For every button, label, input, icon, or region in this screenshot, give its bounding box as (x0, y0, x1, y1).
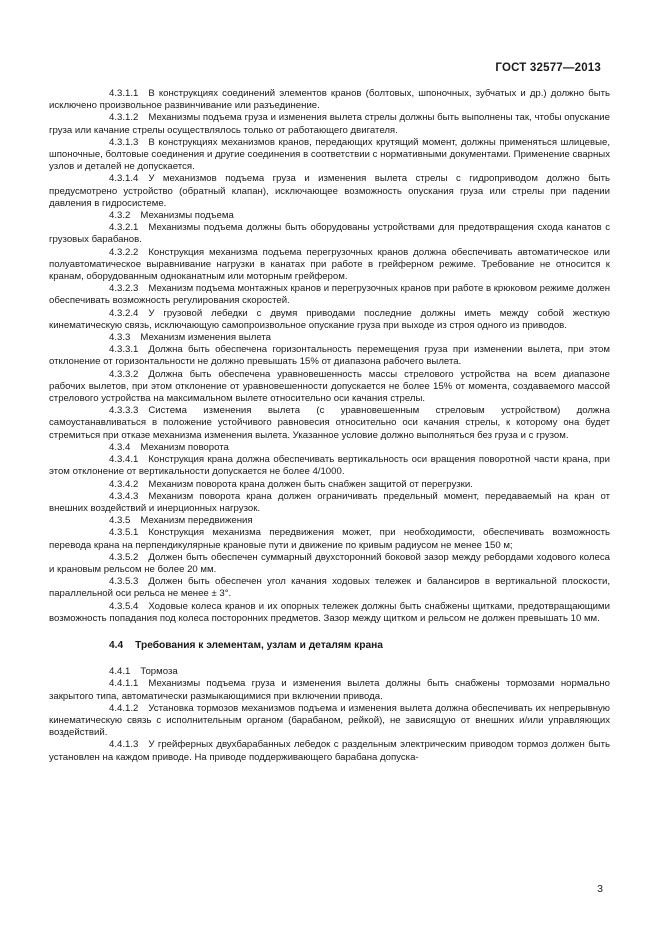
clause-paragraph (49, 454, 610, 478)
clause-paragraph (49, 405, 610, 442)
clause-text: Установка тормозов механизмов подъема и изменения вылета должна обеспечивать их непрерывную кинематическую связь с исполнительным органом (барабаном, рейкой), не зависящую от внешних и/или управляющих воздействий. (49, 702, 610, 739)
clause-paragraph (49, 678, 610, 702)
clause-number: 4.3.2 (109, 210, 131, 222)
clause-text: Механизм передвижения (140, 515, 253, 527)
clause-number: 4.3.2.1 (109, 222, 139, 234)
clause-number: 4.3.5.2 (109, 551, 139, 563)
clause-text: В конструкциях механизмов кранов, передающих крутящий момент, должны применяться шлицевые, шпоночные, болтовые соединения и другие соединения в соответствии с нормативными документами. Применение сварных узлов и деталей не допускается. (49, 136, 610, 173)
clause-text: Механизмы подъема (140, 210, 234, 222)
clause-paragraph (49, 369, 610, 406)
clause-text: Механизмы подъема груза и изменения вылета должны быть снабжены тормозами нормально закрытого типа, автоматически размыкающимися при включении привода. (49, 678, 610, 702)
clause-number: 4.3.4.3 (109, 490, 139, 502)
clause-paragraph (49, 601, 610, 625)
clause-number: 4.3.5.3 (109, 576, 139, 588)
clause-text: Конструкция механизма подъема перегрузочных кранов должна обеспечивать автоматическое или полуавтоматическое выравнивание нагрузки в канатах при работе в грейферном режиме. Требование не относится к кранам, оборудованным одноканатным или моторным грейфером. (49, 246, 610, 283)
document-code: ГОСТ 32577—2013 (495, 62, 601, 74)
subsection-heading (49, 210, 610, 222)
clause-paragraph (49, 344, 610, 368)
clause-paragraph (49, 222, 610, 246)
clause-paragraph (49, 283, 610, 307)
clause-text: Механизмы подъема груза и изменения вылета стрелы должны быть выполнены так, чтобы опускание груза или качание стрелы осуществлялось только от работающего двигателя. (49, 112, 610, 136)
clause-paragraph (49, 739, 610, 763)
clause-number: 4.3.1.3 (109, 136, 139, 148)
clause-text: В конструкциях соединений элементов кранов (болтовых, шпоночных, зубчатых и др.) должно быть исключено произвольное развинчивание или разъединение. (49, 88, 610, 112)
clause-text: Тормоза (140, 666, 178, 678)
clause-paragraph (49, 112, 610, 136)
clause-number: 4.3.2.4 (109, 307, 139, 319)
clause-text: У грузовой лебедки с двумя приводами последние должны иметь между собой жесткую кинематическую связь, исключающую самопроизвольное опускание груза при выходе из строя одного из приводов. (49, 307, 610, 331)
clause-text: Конструкция крана должна обеспечивать вертикальность оси вращения поворотной части крана, при этом отклонение от вертикальности допускается не более 4/1000. (49, 454, 610, 478)
clause-text: Должен быть обеспечен угол качания ходовых тележек и балансиров в вертикальной плоскости, параллельной оси рельса не менее ± 3°. (49, 576, 610, 600)
clause-text: Механизм поворота крана должен ограничивать предельный момент, передаваемый на кран от внешних воздействий и инерционных нагрузок. (49, 490, 610, 514)
clause-text: Механизм изменения вылета (140, 332, 271, 344)
clause-number: 4.3.3.1 (109, 344, 139, 356)
document-body (49, 88, 610, 764)
clause-number: 4.3.5 (109, 515, 131, 527)
clause-paragraph (49, 703, 610, 740)
section-heading (49, 640, 610, 652)
subsection-heading (49, 515, 610, 527)
clause-number: 4.3.2.3 (109, 283, 139, 295)
clause-number: 4.3.1.1 (109, 88, 139, 99)
clause-number: 4.4.1.1 (109, 678, 139, 690)
clause-number: 4.3.2.2 (109, 246, 139, 258)
clause-paragraph (49, 137, 610, 174)
clause-number: 4.4.1.3 (109, 739, 139, 751)
clause-text: Механизм подъема монтажных кранов и перегрузочных кранов при работе в крюковом режиме должен обеспечивать возможность регулирования скоростей. (49, 283, 610, 307)
clause-number: 4.3.1.4 (109, 173, 139, 185)
clause-text: Система изменения вылета (с уравновешенным стреловым устройством) должна самоустанавливаться в положение устойчивого равновесия относительно оси качания стрелы, к которому она будет стремиться при отказе механизма изменения вылета. Указанное условие должно выполняться без груза и с грузом. (49, 405, 610, 441)
clause-text: Механизм поворота (140, 441, 229, 453)
page-number: 3 (597, 883, 603, 895)
clause-paragraph (49, 527, 610, 551)
clause-text: Механизмы подъема должны быть оборудованы устройствами для предотвращения схода канатов с грузовых барабанов. (49, 222, 610, 246)
clause-text: Должен быть обеспечен суммарный двухсторонний боковой зазор между ребордами ходового колеса и крановым рельсом не более 20 мм. (49, 551, 610, 575)
clause-paragraph (49, 88, 610, 112)
subsection-heading (49, 666, 610, 678)
clause-number: 4.3.3.3 (109, 405, 139, 417)
clause-paragraph (49, 491, 610, 515)
clause-paragraph (49, 552, 610, 576)
clause-paragraph (49, 247, 610, 284)
subsection-heading (49, 442, 610, 454)
clause-number: 4.4.1 (109, 666, 131, 678)
clause-number: 4.4.1.2 (109, 702, 139, 714)
clause-text: Должна быть обеспечена горизонтальность перемещения груза при изменении вылета, при этом отклонение от горизонтальности не должно превышать 15% от диапазона рабочего вылета. (49, 344, 610, 368)
clause-text: Ходовые колеса кранов и их опорных тележек должны быть снабжены щитками, предотвращающими возможность попадания под колеса посторонних предметов. Зазор между щитком и рельсом не должен превышать 10 мм. (49, 600, 610, 624)
clause-number: 4.3.3.2 (109, 368, 139, 380)
clause-text: У грейферных двухбарабанных лебедок с раздельным электрическим приводом тормоз должен быть установлен на каждом приводе. На приводе поддерживающего барабана допуска- (49, 739, 610, 763)
clause-number: 4.3.3 (109, 332, 131, 344)
clause-text: Должна быть обеспечена уравновешенность массы стрелового устройства на всем диапазоне рабочих вылетов, при этом отклонение от уравновешенности допускается не более 15% от момента, создаваемого массой стрелового устройства на максимальном вылете относительно оси качания стрелы. (49, 368, 610, 405)
clause-number: 4.3.5.4 (109, 600, 139, 612)
clause-paragraph (49, 576, 610, 600)
clause-number: 4.3.1.2 (109, 112, 139, 124)
clause-text: У механизмов подъема груза и изменения вылета стрелы с гидроприводом должно быть предусмотрено устройство (обратный клапан), исключающее возможность опускания груза или стрелы при падении давления в гидросистеме. (49, 173, 610, 209)
subsection-heading (49, 332, 610, 344)
clause-number: 4.3.4.2 (109, 478, 139, 490)
clause-number: 4.3.4.1 (109, 454, 139, 466)
clause-number: 4.3.4 (109, 441, 131, 453)
clause-text: Конструкция механизма передвижения может, при необходимости, обеспечивать возможность перевода крана на перпендикулярные крановые пути и движение по кривым радиусом не менее 150 м; (49, 527, 610, 551)
clause-paragraph (49, 308, 610, 332)
clause-number: 4.3.5.1 (109, 527, 139, 539)
clause-number: 4.4 (109, 639, 124, 651)
clause-text: Механизм поворота крана должен быть снабжен защитой от перегрузки. (148, 478, 473, 490)
clause-text: Требования к элементам, узлам и деталям крана (135, 639, 383, 651)
clause-paragraph (49, 173, 610, 210)
clause-paragraph (49, 479, 610, 491)
